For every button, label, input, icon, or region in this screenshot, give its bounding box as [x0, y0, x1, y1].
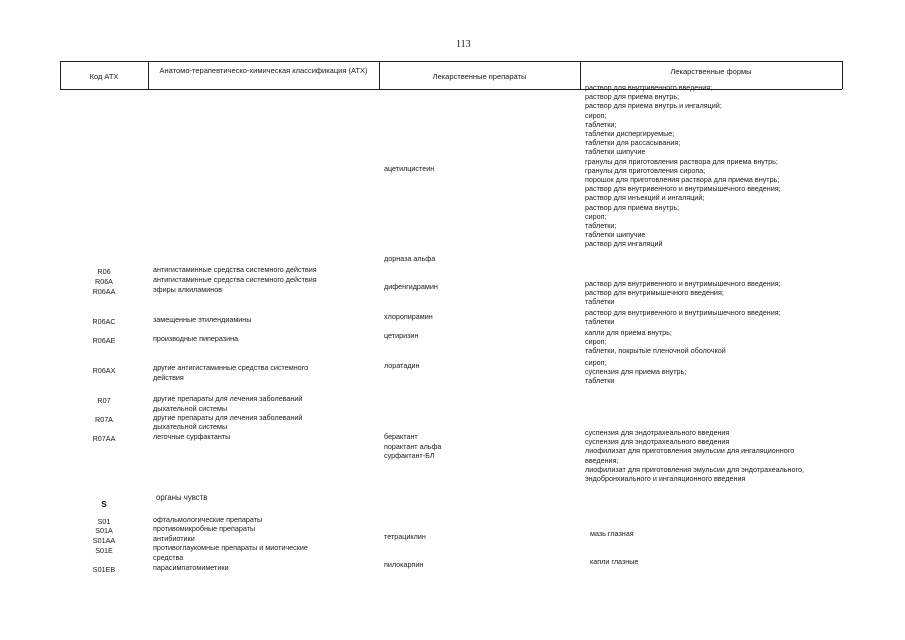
class-label: средства	[153, 553, 184, 562]
form-item: лиофилизат для приготовления эмульсии для эндотрахеального,	[585, 464, 804, 474]
class-label: другие препараты для лечения заболеваний	[153, 394, 303, 403]
form-item: раствор для инъекций и ингаляций;	[585, 193, 705, 203]
form-item: таблетки	[585, 376, 615, 386]
form-item: сироп;	[585, 110, 607, 120]
form-item: эндобронхиального и ингаляционного введения	[585, 474, 746, 484]
form-item: таблетки;	[585, 221, 617, 231]
atc-code: R06A	[95, 277, 113, 286]
class-label: органы чувств	[156, 493, 208, 502]
class-label: производные пиперазина	[153, 334, 239, 343]
class-label: офтальмологические препараты	[153, 515, 263, 524]
class-label: парасимпатомиметики	[153, 563, 229, 572]
form-item: раствор для внутривенного и внутримышечного введения;	[585, 184, 781, 194]
form-item: лиофилизат для приготовления эмульсии для ингаляционного	[585, 446, 795, 456]
drug-beractant: берактант	[384, 432, 418, 441]
form-item: суспензия для эндотрахеального введения	[585, 437, 730, 447]
atc-code: S01E	[95, 546, 113, 555]
form-item: суспензия для эндотрахеального введения	[585, 428, 730, 437]
class-label: легочные сурфактанты	[153, 432, 231, 441]
drug-diphenhydramine: дифенгидрамин	[384, 282, 438, 291]
atc-code: S01	[97, 517, 111, 526]
drug-chloropyramine: хлоропирамин	[384, 312, 433, 321]
drug-surfactant-bl: сурфактант-БЛ	[384, 451, 435, 460]
atc-code: R07A	[95, 415, 113, 424]
form-item: таблетки шипучие	[585, 230, 646, 240]
form-item: таблетки для рассасывания;	[585, 138, 681, 148]
class-label: антигистаминные средства системного действия	[153, 265, 317, 274]
class-label: эфиры алкиламинов	[153, 285, 223, 294]
form-item: раствор для внутривенного и внутримышечного введения;	[585, 308, 781, 317]
form-item: таблетки;	[585, 119, 617, 129]
atc-code: R06AC	[92, 317, 116, 326]
form-item: порошок для приготовления раствора для приема внутрь;	[585, 175, 780, 185]
form-item: таблетки диспергируемые;	[585, 129, 675, 139]
atc-code: R06	[97, 267, 111, 276]
form-item: раствор для приема внутрь и ингаляций;	[585, 101, 722, 111]
drug-tetracycline: тетрациклин	[384, 532, 426, 541]
form-item: суспензия для приема внутрь;	[585, 367, 687, 377]
form-item: раствор для внутривенного введения;	[585, 83, 713, 92]
drug-acetylcysteine: ацетилцистеин	[384, 164, 435, 173]
form-item: раствор для ингаляций	[585, 239, 663, 249]
form-item: раствор для внутривенного и внутримышечного введения;	[585, 279, 781, 288]
class-label: замещенные этилендиамины	[153, 315, 252, 324]
atc-code: S01EB	[92, 565, 116, 574]
forms-cetirizine	[585, 328, 726, 356]
form-item: таблетки шипучие	[585, 147, 646, 157]
atc-code: S	[101, 500, 107, 509]
header-code: Код АТХ	[89, 72, 119, 81]
form-item: таблетки	[585, 297, 615, 307]
class-label: действия	[153, 373, 184, 382]
atc-code: R06AE	[92, 336, 116, 345]
atc-code: R07	[97, 396, 111, 405]
form-item: введения;	[585, 455, 619, 465]
drug-dornase-alfa: дорназа альфа	[384, 254, 436, 263]
header-drugs: Лекарственные препараты	[432, 72, 527, 81]
class-label: антибиотики	[153, 534, 195, 543]
forms-surfactants	[585, 428, 804, 483]
atc-code: S01AA	[92, 536, 116, 545]
form-item: гранулы для приготовления сиропа;	[585, 165, 706, 175]
drug-cetirizine: цетиризин	[384, 331, 419, 340]
page-number: 113	[456, 39, 471, 50]
forms-tetracycline: мазь глазная	[590, 529, 634, 538]
drug-poractant-alfa: порактант альфа	[384, 442, 442, 451]
atc-code: S01A	[95, 526, 113, 535]
forms-pilocarpine: капли глазные	[590, 557, 639, 566]
form-item: гранулы для приготовления раствора для приема внутрь;	[585, 156, 778, 166]
forms-loratadine	[585, 358, 686, 386]
form-item: таблетки	[585, 317, 615, 327]
form-item: сироп;	[585, 211, 607, 221]
class-label: противоглаукомные препараты и миотические	[153, 543, 308, 552]
class-label: дыхательной системы	[153, 404, 228, 413]
form-item: таблетки, покрытые пленочной оболочкой	[585, 346, 726, 356]
form-item: сироп;	[585, 337, 607, 347]
forms-chloropyramine	[585, 308, 781, 326]
header-classification: Анатомо-терапевтическо-химическая классификация (АТХ)	[159, 66, 368, 75]
form-item: раствор для приема внутрь;	[585, 202, 680, 212]
atc-code: R06AA	[92, 287, 116, 296]
form-item: капли для приема внутрь;	[585, 328, 672, 337]
atc-code: R07AA	[92, 434, 116, 443]
forms-list-top	[585, 83, 781, 249]
atc-code: R06AX	[92, 366, 116, 375]
form-item: сироп;	[585, 358, 607, 367]
class-label: противомикробные препараты	[153, 524, 256, 533]
forms-diphenhydramine	[585, 279, 781, 307]
drug-loratadine: лоратадин	[384, 361, 420, 370]
class-label: дыхательной системы	[153, 422, 228, 431]
form-item: раствор для внутримышечного введения;	[585, 288, 724, 298]
form-item: раствор для приема внутрь;	[585, 92, 680, 102]
class-label: антигистаминные средства системного действия	[153, 275, 317, 284]
drug-pilocarpine: пилокарпин	[384, 560, 424, 569]
header-forms: Лекарственные формы	[670, 67, 752, 76]
class-label: другие антигистаминные средства системного	[153, 363, 309, 372]
class-label: другие препараты для лечения заболеваний	[153, 413, 303, 422]
